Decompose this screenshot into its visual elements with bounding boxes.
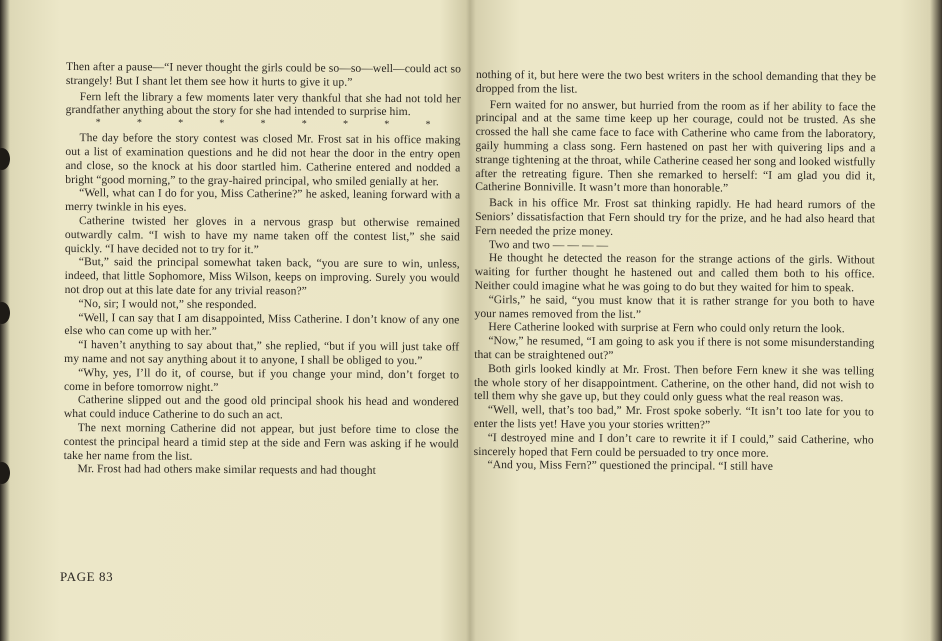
binding-hole [0,302,10,324]
paragraph: Both girls looked kindly at Mr. Frost. Then before Fern knew it she was telling the whole story of her disappointment. Catherine, on the other hand, did not wish to tell them why she gave up, but they could only guess what the real reason was. [473,361,875,405]
paragraph: “Well, what can I do for you, Miss Catherine?” he asked, leaning forward with a merry twinkle in his eyes. [65,186,461,214]
paragraph: “Well, I can say that I am disappointed, Miss Catherine. I don’t know of any one else who can come up with her.” [64,310,460,339]
paragraph: “I haven’t anything to say about that,” she replied, “but if you will just take off my name and not say anything about it to anyone, I shall be obliged to you.” [64,338,460,368]
separator-star: * [260,118,266,130]
separator-star: * [219,118,225,130]
paragraph: “Girls,” he said, “you must know that it is rather strange for you both to have your names removed from the list.” [474,292,875,321]
section-separator [66,117,461,131]
paragraph: Back in his office Mr. Frost sat thinking rapidly. He had heard rumors of the Seniors’ dissatisfaction that Fern should try for the prize, and he had also heard that Fern needed the prize money. [474,196,876,238]
paragraph: Fern waited for no answer, but hurried from the room as if her ability to face the principal and at the same time keep up her courage, could not be trusted. As she crossed the hall she came face to face with Catherine who came from the laboratory, gaily humming a class song. Fern hastened on past her with quivering lips and a strange tightening at the throat, while Catherine ceased her song and looked wistfully after the retreating figure. Then she remarked to herself: “I am glad you did it, Catherine Bonniville. It wasn’t more than honorable.” [475,97,876,195]
left-page [63,60,461,479]
separator-star: * [301,118,307,130]
binding-hole [0,148,10,170]
separator-star: * [95,117,101,129]
paragraph: Here Catherine looked with surprise at Fern who could only return the look. [488,320,845,336]
separator-star: * [384,119,390,131]
binding-hole [0,462,10,484]
paragraph: He thought he detected the reason for the strange actions of the girls. Without waiting for further thought he hastened out and called them both to his office. Neither could imagine what he was going to do but they waited for him to speak. [474,251,875,295]
paragraph: Mr. Frost had had others make similar requests and had thought [77,462,376,478]
separator-star: * [178,117,184,129]
paragraph: “Well, well, that’s too bad,” Mr. Frost spoke soberly. “It isn’t too late for you to enter the lists yet! Have you your stories written?” [473,403,874,432]
separator-star: * [425,119,431,131]
paragraph: Then after a pause—“I never thought the girls could be so—so—well—could act so strangely! But I shant let them see how it hurts to give it up.” [65,60,461,89]
paragraph: Catherine slipped out and the good old principal shook his head and wondered what could induce Catherine to do such an act. [63,393,459,422]
paragraph: nothing of it, but here were the two best writers in the school demanding that they be dropped from the list. [475,68,876,96]
paragraph: Two and two — — — — [488,237,609,252]
paragraph: “And you, Miss Fern?” questioned the principal. “I still have [487,458,774,474]
separator-star: * [342,118,349,130]
right-page [474,68,876,475]
paragraph: “No, sir; I would not,” she responded. [78,296,257,311]
paragraph: The next morning Catherine did not appear, but just before time to close the contest the principal heard a timid step at the side and Fern was asking if he would take her name from the list. [63,421,459,463]
paragraph: Catherine twisted her gloves in a nervous grasp but otherwise remained outwardly calm. “I wish to have my name taken off the contest list,” she said quickly. “I have decided not to try for it.” [64,214,461,256]
separator-star: * [136,117,142,129]
paragraph: Fern left the library a few moments later very thankful that she had not told her grandfather anything about the story for she had intended to surprise him. [65,89,461,119]
paragraph: The day before the story contest was closed Mr. Frost sat in his office making out a list of examination questions and he did not hear the door in the entry open and close, so the knock at his door startled him. Catherine entered and nodded a bright “good morning,” to the gray-haired principal, who smiled genially at her. [65,131,461,188]
paragraph: “Why, yes, I’ll do it, of course, but if you change your mind, don’t forget to come in before tomorrow night.” [63,365,460,394]
page-number: PAGE 83 [60,569,114,584]
paragraph: “Now,” he resumed, “I am going to ask you if there is not some misunderstanding that can be straightened out?” [474,334,875,362]
paragraph: “I destroyed mine and I don’t care to rewrite it if I could,” said Catherine, who sincerely hoped that Fern could be persuaded to try once more. [473,430,874,460]
paragraph: “But,” said the principal somewhat taken back, “you are sure to win, unless, indeed, that little Sophomore, Miss Wilson, keeps on improving. Surely you would not drop out at this late date for any trivial reason?” [64,255,460,298]
